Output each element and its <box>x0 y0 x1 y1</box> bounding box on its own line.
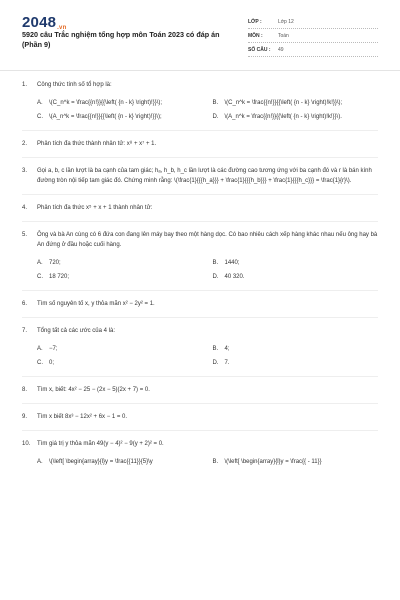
question-number: 8. <box>22 387 28 393</box>
option-text: \(\left[ \begin{array}{l}y = \frac{{ - 11}} <box>224 459 322 465</box>
option-text: \(\left[ \begin{array}{l}y = \frac{{11}}{5}\y <box>49 459 153 465</box>
option-label: A. <box>37 100 43 106</box>
answer-option[interactable] <box>37 258 203 268</box>
question-item <box>22 230 378 282</box>
question-header <box>22 166 378 186</box>
meta-row-class <box>248 17 378 29</box>
question-text: Tìm số nguyên tố x, y thỏa mãn x² − 2y² = 1. <box>37 301 155 307</box>
question-number: 7. <box>22 328 28 334</box>
question-text: Ông và bà An cùng có 6 đứa con đang lên máy bay theo một hàng dọc. Có bao nhiêu cách xếp hàng khác nhau nếu ông hay bà An đứng ở đầu hoặc cuối hàng. <box>37 232 378 248</box>
option-label: B. <box>212 100 219 106</box>
answer-option[interactable] <box>37 112 203 122</box>
question-item <box>22 166 378 186</box>
question-divider <box>22 290 378 291</box>
question-header <box>22 230 378 250</box>
meta-key: LỚP : <box>248 19 262 25</box>
answer-option[interactable] <box>37 344 203 354</box>
answer-option[interactable] <box>213 358 379 368</box>
answer-option[interactable] <box>37 457 203 467</box>
document-title-line1: 5920 câu Trắc nghiệm tổng hợp môn Toán 2023 có đáp án <box>22 30 220 39</box>
question-text: Phân tích đa thức x⁵ + x + 1 thành nhân tử: <box>37 205 153 211</box>
question-item <box>22 203 378 213</box>
question-item <box>22 412 378 422</box>
question-header <box>22 385 378 395</box>
question-text: Tìm x biết 8x³ − 12x² + 6x − 1 = 0. <box>37 414 128 420</box>
question-number: 2. <box>22 141 28 147</box>
option-label: B. <box>212 459 219 465</box>
meta-row-subject <box>248 31 378 43</box>
option-text: 0; <box>49 360 55 366</box>
question-number: 1. <box>22 82 28 88</box>
question-divider <box>22 430 378 431</box>
question-number: 6. <box>22 301 28 307</box>
question-text: Tổng tất cả các ước của 4 là: <box>37 328 115 334</box>
question-header <box>22 439 378 449</box>
question-number: 9. <box>22 414 28 420</box>
question-header <box>22 80 378 90</box>
answer-option[interactable] <box>37 272 203 282</box>
answer-option[interactable] <box>37 358 203 368</box>
site-logo[interactable] <box>22 14 66 31</box>
answer-option[interactable] <box>213 344 379 354</box>
meta-panel <box>248 17 378 59</box>
meta-key: SỐ CÂU : <box>248 47 271 53</box>
question-divider <box>22 130 378 131</box>
question-header <box>22 326 378 336</box>
answer-option[interactable] <box>37 98 203 108</box>
answer-option[interactable] <box>213 272 379 282</box>
question-divider <box>22 194 378 195</box>
option-label: D. <box>212 114 219 120</box>
question-item <box>22 385 378 395</box>
answer-option[interactable] <box>213 112 379 122</box>
header <box>22 0 378 60</box>
option-label: C. <box>37 274 43 280</box>
question-item <box>22 139 378 149</box>
answer-options <box>37 344 378 368</box>
option-text: \(C_n^k = \frac{{n!}}{{\left( {n - k} \right)!k!}}\); <box>224 100 343 106</box>
option-text: 1440; <box>224 260 240 266</box>
question-item <box>22 326 378 368</box>
logo-sub: .vn <box>57 25 67 31</box>
question-number: 5. <box>22 232 28 238</box>
question-header <box>22 203 378 213</box>
option-text: 40 320. <box>224 274 245 280</box>
option-text: \(C_n^k = \frac{{n!}}{{\left( {n - k} \right)!}}\); <box>49 100 163 106</box>
question-text: Gọi a, b, c lần lượt là ba cạnh của tam giác; hₐ, h_b, h_c lần lượt là các đường cao tương ứng với ba cạnh đó và r là bán kính đường tròn nội tiếp tam giác đó. Chứng minh rằng: \(\frac{1}{{{h_a}}} + \frac{1}{{{h_b}}} + \frac{1}{{{h_c}}} = \frac{1}{r}\). <box>37 168 372 184</box>
meta-value: 49 <box>278 47 284 53</box>
question-list <box>22 80 378 467</box>
option-label: B. <box>212 346 219 352</box>
question-number: 10. <box>22 441 31 447</box>
option-text: \(A_n^k = \frac{{n!}}{{\left( {n - k} \right)!k!}}\). <box>224 114 342 120</box>
answer-option[interactable] <box>213 457 379 467</box>
question-divider <box>22 157 378 158</box>
answer-options <box>37 258 378 282</box>
option-text: −7; <box>49 346 58 352</box>
meta-row-count <box>248 45 378 57</box>
option-text: 720; <box>49 260 61 266</box>
answer-option[interactable] <box>213 98 379 108</box>
question-number: 4. <box>22 205 28 211</box>
option-label: D. <box>212 360 219 366</box>
question-number: 3. <box>22 168 28 174</box>
question-text: Tìm giá trị y thỏa mãn 49(y − 4)² − 9(y + 2)² = 0. <box>37 441 164 447</box>
meta-value: Toán <box>278 33 289 39</box>
option-text: 7. <box>224 360 230 366</box>
question-item <box>22 80 378 122</box>
question-divider <box>22 376 378 377</box>
logo-main: 2048 <box>22 14 57 31</box>
meta-value: Lớp 12 <box>278 19 294 25</box>
header-divider <box>0 70 400 71</box>
document-title-line2: (Phần 9) <box>22 40 51 49</box>
question-item <box>22 439 378 467</box>
question-divider <box>22 403 378 404</box>
question-text: Công thức tính số tổ hợp là: <box>37 82 112 88</box>
option-label: C. <box>37 360 43 366</box>
question-header <box>22 139 378 149</box>
question-text: Phân tích đa thức thành nhân tử: x⁸ + x⁷ + 1. <box>37 141 157 147</box>
answer-options <box>37 457 378 467</box>
option-label: A. <box>37 260 43 266</box>
meta-key: MÔN : <box>248 33 263 39</box>
option-text: 18 720; <box>49 274 70 280</box>
option-text: \(A_n^k = \frac{{n!}}{{\left( {n - k} \right)!}}\); <box>49 114 162 120</box>
question-divider <box>22 221 378 222</box>
question-header <box>22 299 378 309</box>
answer-option[interactable] <box>213 258 379 268</box>
question-item <box>22 299 378 309</box>
option-text: 4; <box>224 346 230 352</box>
option-label: B. <box>212 260 219 266</box>
option-label: C. <box>37 114 43 120</box>
question-text: Tìm x, biết: 4x² − 25 − (2x − 5)(2x + 7) = 0. <box>37 387 150 393</box>
option-label: A. <box>37 459 43 465</box>
document-title <box>22 30 232 50</box>
question-divider <box>22 317 378 318</box>
option-label: D. <box>212 274 219 280</box>
question-header <box>22 412 378 422</box>
option-label: A. <box>37 346 43 352</box>
answer-options <box>37 98 378 122</box>
